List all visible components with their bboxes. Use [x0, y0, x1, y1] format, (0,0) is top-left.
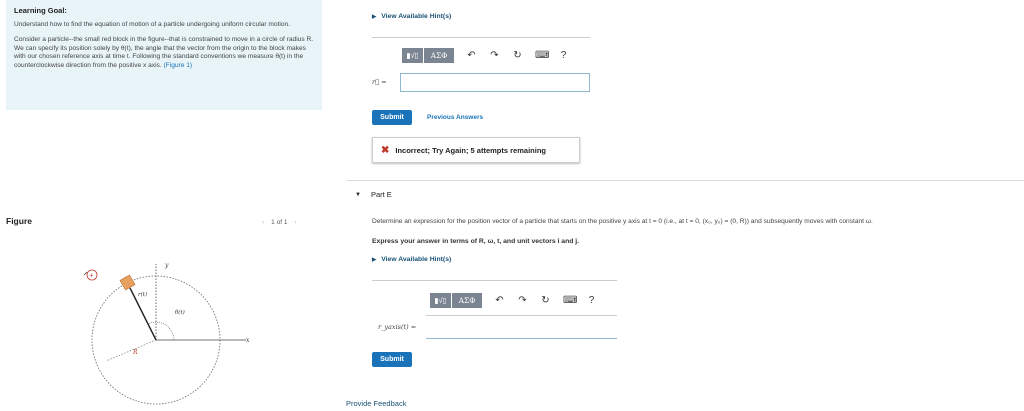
undo-icon[interactable]: ↶	[495, 294, 504, 306]
next-figure-button[interactable]: ›	[294, 219, 297, 226]
redo-icon[interactable]: ↷	[490, 49, 499, 61]
part-d-hint-toggle[interactable]	[372, 13, 451, 20]
reset-icon[interactable]: ↻	[513, 49, 522, 61]
part-divider	[346, 180, 1024, 181]
help-icon[interactable]: ?	[560, 49, 567, 61]
figure-link[interactable]: (Figure 1)	[163, 61, 193, 69]
radius-label: R	[133, 349, 138, 356]
template-buttons	[430, 293, 482, 308]
provide-feedback-link[interactable]: Provide Feedback	[346, 399, 407, 408]
hint-expand-icon: ▶	[372, 13, 377, 20]
learning-goal-box	[6, 0, 322, 110]
y-axis-label: y	[165, 262, 169, 269]
part-d-submit-button[interactable]: Submit	[372, 110, 412, 125]
part-e-question: Determine an expression for the position vector of a particle that starts on the positive y axis at t = 0 (i.e., at t = 0, (x₀, y₀) = (0, R)) and subsequently moves with constant ω.	[372, 218, 873, 225]
incorrect-x-icon: ✖	[381, 144, 390, 156]
figure-heading: Figure	[6, 216, 32, 226]
undo-icon[interactable]: ↶	[467, 49, 476, 61]
plus-sign: +	[89, 272, 94, 280]
part-d-answer-input[interactable]	[400, 73, 590, 92]
part-e-instruction: Express your answer in terms of R, ω, t, and unit vectors î and ĵ.	[372, 238, 580, 245]
feedback-incorrect-box	[372, 137, 580, 163]
part-e-header[interactable]	[355, 190, 392, 199]
part-e-submit-button[interactable]: Submit	[372, 352, 412, 367]
part-e-answer-input[interactable]	[426, 315, 617, 339]
learning-goal-title: Learning Goal:	[14, 6, 67, 15]
greek-symbols-button[interactable]: ΑΣΦ	[424, 48, 454, 63]
feedback-message: Incorrect; Try Again; 5 attempts remaining	[395, 145, 546, 155]
circular-motion-figure	[78, 258, 268, 408]
part-e-hint-toggle[interactable]	[372, 256, 451, 263]
greek-symbols-button[interactable]: ΑΣΦ	[452, 293, 482, 308]
template-buttons	[402, 48, 454, 63]
part-d-math-toolbar	[402, 45, 569, 65]
previous-answers-link[interactable]: Previous Answers	[427, 114, 484, 121]
redo-icon[interactable]: ↷	[518, 294, 527, 306]
keyboard-icon[interactable]: ⌨	[563, 294, 578, 306]
part-d-answer-label: r⃗ =	[372, 78, 387, 86]
help-icon[interactable]: ?	[588, 294, 595, 306]
part-d-hint-label: View Available Hint(s)	[381, 13, 452, 20]
red-block	[120, 275, 135, 290]
hint-expand-icon: ▶	[372, 256, 377, 263]
learning-goal-intro: Understand how to find the equation of motion of a particle undergoing uniform circular motion.	[14, 21, 290, 28]
part-e-title: Part E	[370, 190, 392, 199]
sqrt-template-button[interactable]: ▮√▯	[430, 293, 452, 308]
position-vector-label: r(t)	[138, 292, 148, 298]
keyboard-icon[interactable]: ⌨	[535, 49, 550, 61]
part-e-math-toolbar	[430, 290, 597, 310]
figure-pager	[262, 219, 297, 226]
reset-icon[interactable]: ↻	[541, 294, 550, 306]
theta-label: θ(t)	[175, 310, 185, 316]
part-e-answer-area	[372, 280, 617, 342]
part-d-answer-area	[372, 37, 590, 99]
sqrt-template-button[interactable]: ▮√▯	[402, 48, 424, 63]
prev-figure-button[interactable]: ‹	[262, 219, 265, 226]
figure-page-count: 1 of 1	[271, 219, 288, 226]
part-e-hint-label: View Available Hint(s)	[381, 256, 452, 263]
direction-arrow-icon	[84, 272, 87, 275]
learning-goal-description-text: Consider a particle--the small red block in the figure--that is constrained to move in a circle of radius R. We can specify its position solely by θ(t), the angle that the vector from the origin to the block makes with our chosen reference axis at time t. Following the standard conventions we measure θ(t) in the counterclockwise direction from the positive x axis.	[14, 36, 314, 69]
collapse-icon: ▼	[355, 191, 361, 198]
learning-goal-description	[14, 36, 314, 70]
radius-line	[106, 340, 156, 361]
part-e-answer-label: r_yaxis(t) =	[378, 323, 417, 331]
x-axis-label: x	[246, 337, 250, 344]
